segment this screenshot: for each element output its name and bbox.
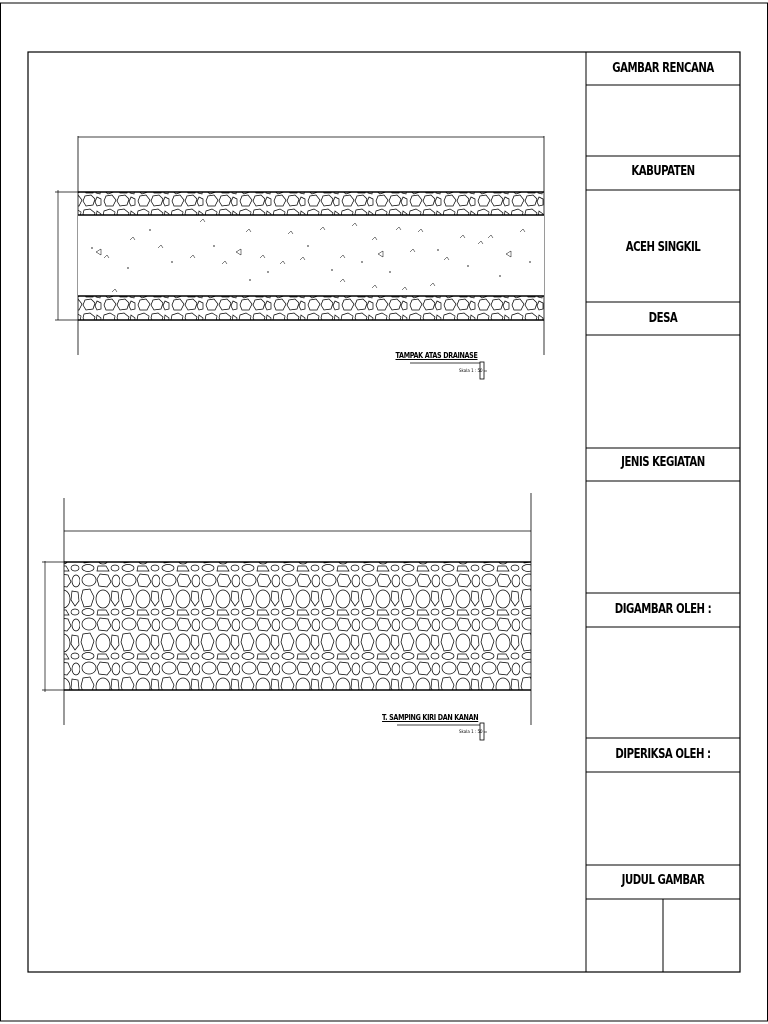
kabupaten-value: ACEH SINGKIL	[625, 240, 701, 255]
jenis-kegiatan-label: JENIS KEGIATAN	[621, 455, 705, 470]
gambar-rencana-label: GAMBAR RENCANA	[612, 61, 714, 76]
top-view-scale: Skala 1 : 50	[459, 368, 483, 373]
diperiksa-oleh-label: DIPERIKSA OLEH :	[615, 747, 711, 762]
desa-label: DESA	[648, 311, 678, 326]
side-view-drawing	[42, 493, 531, 740]
top-view-drawing	[55, 136, 544, 379]
digambar-oleh-label: DIGAMBAR OLEH :	[614, 602, 712, 617]
side-view-scale: Skala 1 : 50	[459, 729, 483, 734]
top-view-caption: TAMPAK ATAS DRAINASE	[395, 351, 478, 360]
side-view-caption: T. SAMPING KIRI DAN KANAN	[381, 713, 478, 722]
kabupaten-label: KABUPATEN	[631, 164, 695, 179]
judul-gambar-label: JUDUL GAMBAR	[621, 873, 705, 888]
title-block-lines	[586, 85, 740, 972]
